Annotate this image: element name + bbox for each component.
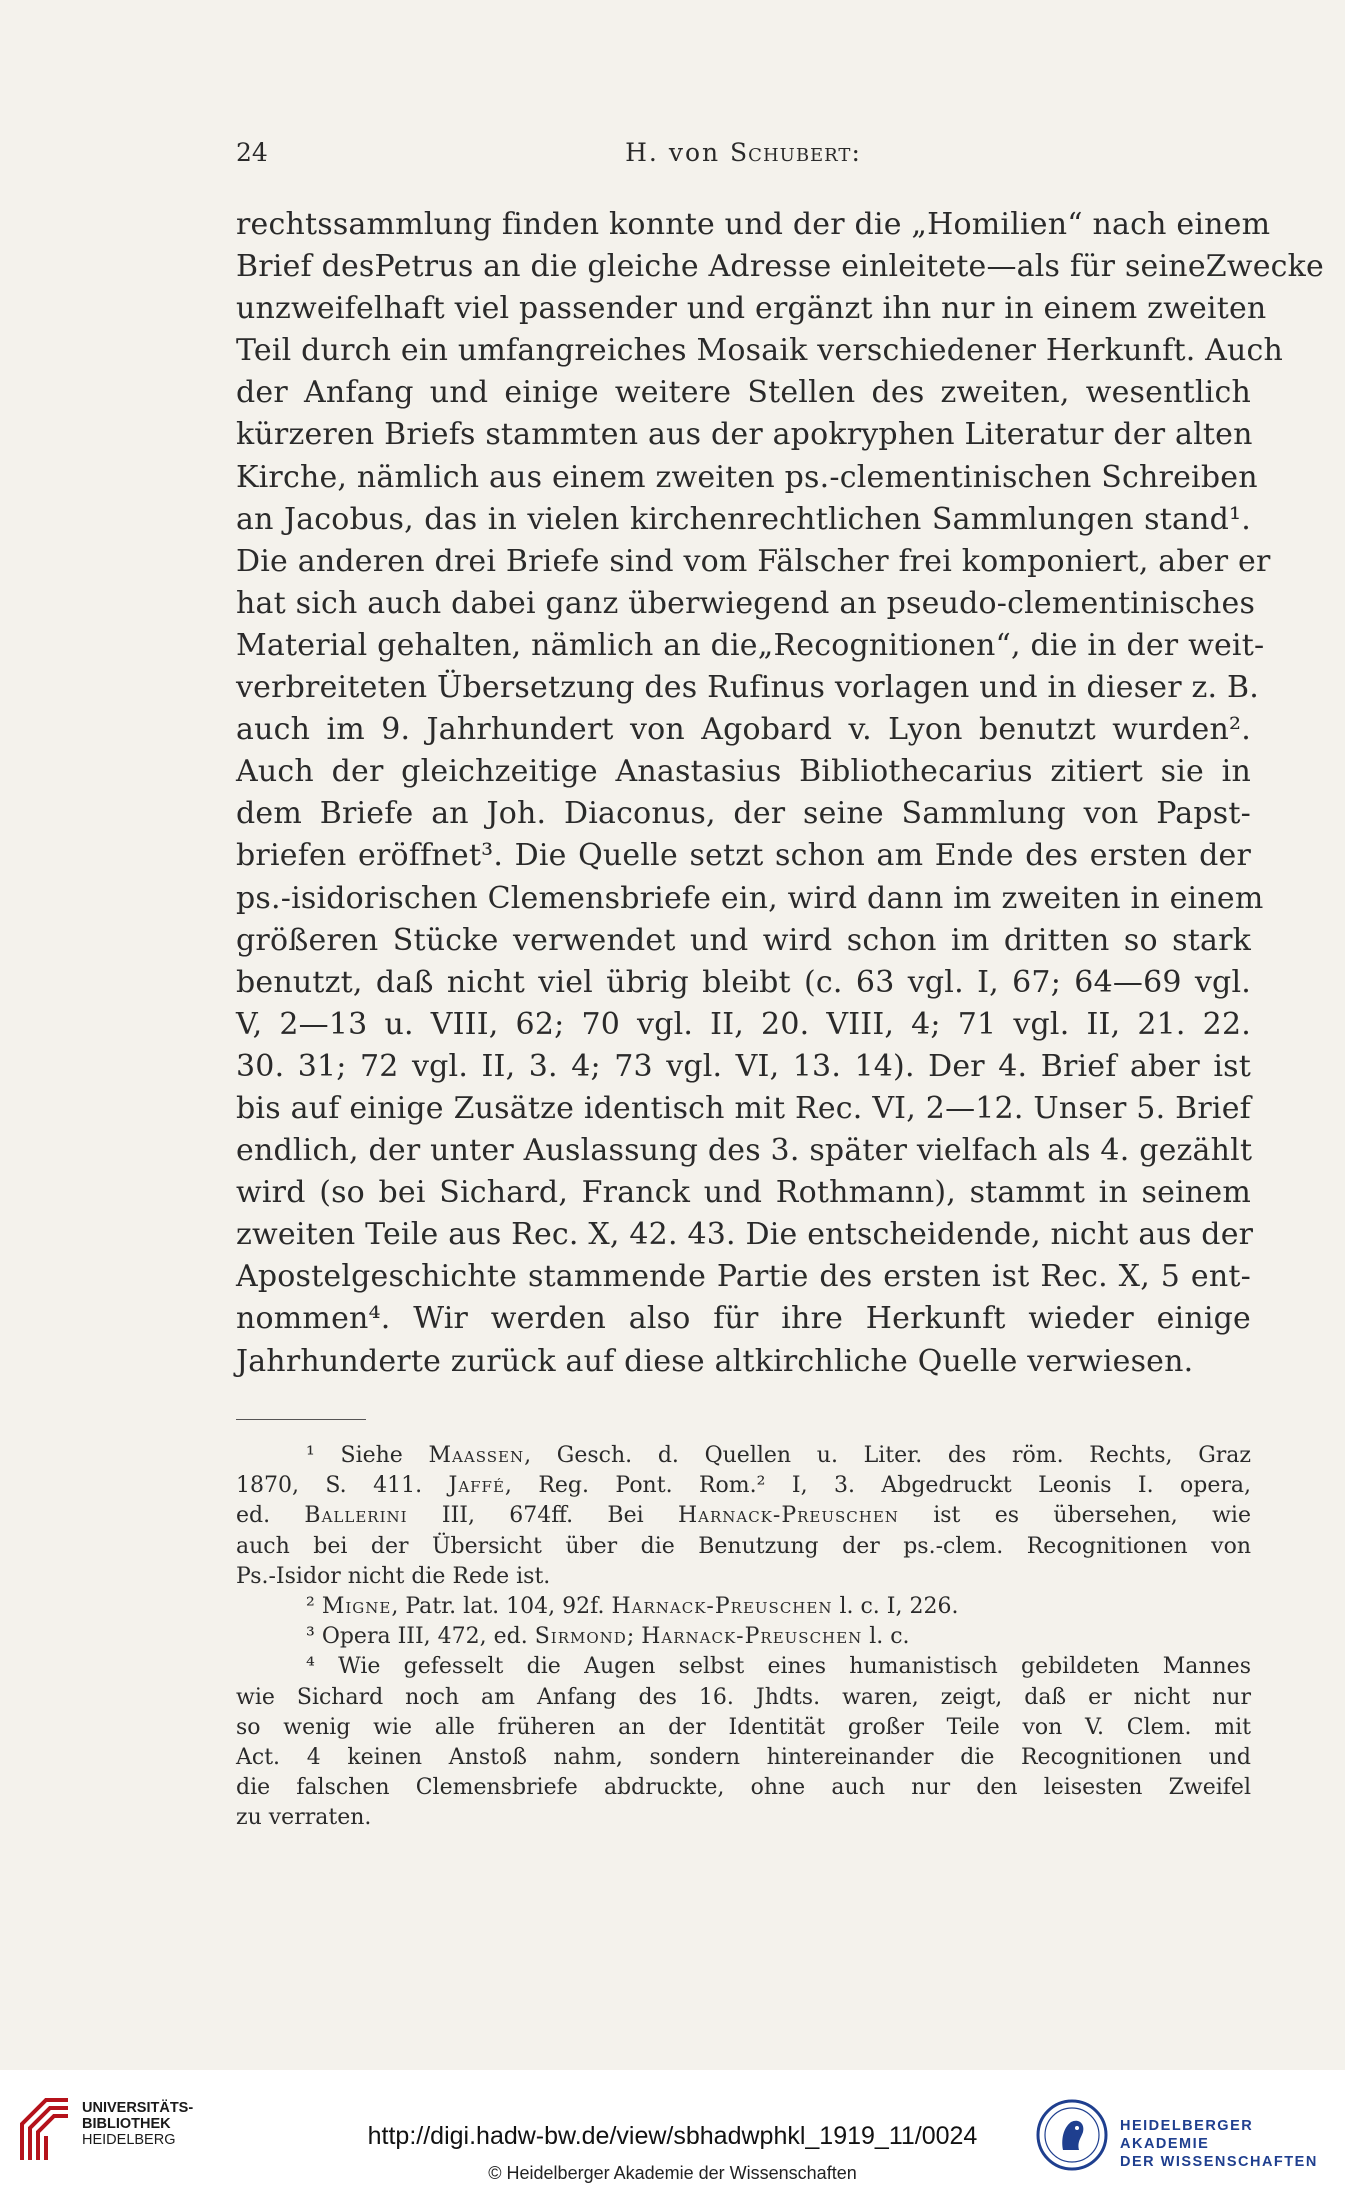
body-line: Jahrhunderte zurück auf diese altkirchliche Quelle verwiesen. — [236, 1343, 1194, 1379]
body-line: Teil durch ein umfangreiches Mosaik verschiedener Herkunft. Auch — [236, 333, 1284, 369]
footnotes — [236, 1441, 1251, 1833]
body-line: nommen⁴. Wir werden also für ihre Herkunft wieder einige — [236, 1301, 1251, 1337]
fn-text: ist es übersehen, wie — [898, 1503, 1251, 1529]
body-line: der Anfang und einige weitere Stellen des zweiten, wesentlich — [236, 375, 1251, 411]
fn-text: ³ Opera III, 472, ed. — [306, 1624, 535, 1650]
body-line: Apostelgeschichte stammende Partie des ersten ist Rec. X, 5 ent- — [236, 1259, 1251, 1295]
body-line: zweiten Teile aus Rec. X, 42. 43. Die entscheidende, nicht aus der — [236, 1217, 1254, 1253]
academy-line: DER WISSENSCHAFTEN — [1120, 2154, 1318, 2170]
body-line: an Jacobus, das in vielen kirchenrechtlichen Sammlungen stand¹. — [236, 501, 1251, 537]
fn-author: Harnack-Preuschen — [611, 1593, 833, 1619]
fn-text: III, 674ff. Bei — [407, 1503, 678, 1529]
body-line: Kirche, nämlich aus einem zweiten ps.-clementinischen Schreiben — [236, 459, 1258, 495]
footnote-4-line: so wenig wie alle früheren an der Identität großer Teile von V. Clem. mit — [236, 1714, 1251, 1740]
body-line: ps.-isidorischen Clemensbriefe ein, wird dann im zweiten in einem — [236, 880, 1264, 916]
page-number: 24 — [236, 138, 268, 167]
fn-text: ed. — [236, 1503, 305, 1529]
body-line: briefen eröffnet³. Die Quelle setzt schon am Ende des ersten der — [236, 838, 1251, 874]
body-line: dem Briefe an Joh. Diaconus, der seine Sammlung von Papst- — [236, 796, 1251, 832]
footnote-1-line — [236, 1471, 1251, 1501]
footnote-rule — [236, 1419, 366, 1420]
fn-text: 1870, S. 411. — [236, 1473, 449, 1499]
body-line: benutzt, daß nicht viel übrig bleibt (c. 63 vgl. I, 67; 64—69 vgl. — [236, 964, 1251, 1000]
footnote-1-line: Ps.-Isidor nicht die Rede ist. — [236, 1563, 551, 1589]
body-line: Material gehalten, nämlich an die„Recognitionen“, die in der weit- — [236, 627, 1265, 663]
body-line: hat sich auch dabei ganz überwiegend an pseudo-clementinisches — [236, 585, 1256, 621]
footnote-4-line: ⁴ Wie gefesselt die Augen selbst eines humanistisch gebildeten Mannes — [306, 1654, 1251, 1680]
author-surname: Schubert — [730, 138, 852, 167]
fn-author: Sirmond — [534, 1624, 627, 1650]
author-colon: : — [851, 138, 862, 167]
footnote-3-line — [236, 1622, 1251, 1652]
ub-line: BIBLIOTHEK — [82, 2116, 171, 2132]
footnote-4-line: die falschen Clemensbriefe abdruckte, ohne auch nur den leisesten Zweifel — [236, 1775, 1251, 1801]
body-line: verbreiteten Übersetzung des Rufinus vorlagen und in dieser z. B. — [236, 670, 1259, 706]
footer-bar — [0, 2070, 1345, 2203]
body-line: wird (so bei Sichard, Franck und Rothmann), stammt in seinem — [236, 1175, 1251, 1211]
fn-author: Ballerini — [304, 1503, 408, 1529]
academy-line: HEIDELBERGER AKADEMIE — [1120, 2118, 1254, 2152]
body-line: unzweifelhaft viel passender und ergänzt ihn nur in einem zweiten — [236, 291, 1267, 327]
author-initial: H. von — [625, 138, 731, 167]
page-header — [236, 138, 1251, 178]
body-line: Brief desPetrus an die gleiche Adresse einleitete—als für seineZwecke — [236, 249, 1324, 285]
footnote-1-line — [236, 1501, 1251, 1531]
footnote-1-line: auch bei der Übersicht über die Benutzung der ps.-clem. Recognitionen von — [236, 1533, 1251, 1559]
body-line: bis auf einige Zusätze identisch mit Rec. VI, 2—12. Unser 5. Brief — [236, 1090, 1251, 1126]
academy-name — [1120, 2117, 1345, 2171]
fn-text: ; — [626, 1624, 642, 1650]
fn-author: Maassen — [428, 1443, 525, 1468]
fn-text: ² — [306, 1593, 322, 1619]
ub-line: UNIVERSITÄTS- — [82, 2100, 194, 2116]
academy-seal-icon — [1035, 2098, 1109, 2172]
permalink-url[interactable]: http://digi.hadw-bw.de/view/sbhadwphkl_1919_11/0024 — [367, 2122, 978, 2150]
body-line: 30. 31; 72 vgl. II, 3. 4; 73 vgl. VI, 13. 14). Der 4. Brief aber ist — [236, 1048, 1251, 1084]
copyright-notice: © Heidelberger Akademie der Wissenschaften — [488, 2163, 857, 2183]
fn-author: Migne — [321, 1593, 392, 1619]
body-line: kürzeren Briefs stammten aus der apokryphen Literatur der alten — [236, 417, 1253, 453]
footnote-1-line — [236, 1441, 1251, 1471]
body-line: größeren Stücke verwendet und wird schon im dritten so stark — [236, 922, 1251, 958]
fn-author: Harnack-Preuschen — [677, 1503, 899, 1529]
fn-text: , Gesch. d. Quellen u. Liter. des röm. Rechts, Graz — [524, 1443, 1251, 1468]
fn-text: , Reg. Pont. Rom.² I, 3. Abgedruckt Leonis I. opera, — [504, 1473, 1251, 1499]
footnote-4-line: zu verraten. — [236, 1805, 372, 1831]
fn-text: , Patr. lat. 104, 92f. — [391, 1593, 612, 1619]
body-text — [236, 204, 1324, 1383]
fn-text: l. c. — [862, 1624, 910, 1650]
body-line: Die anderen drei Briefe sind vom Fälscher frei komponiert, aber er — [236, 543, 1271, 579]
footnote-4-line: Act. 4 keinen Anstoß nahm, sondern hintereinander die Recognitionen und — [236, 1744, 1251, 1770]
body-line: Auch der gleichzeitige Anastasius Bibliothecarius zitiert sie in — [236, 754, 1251, 790]
body-line: endlich, der unter Auslassung des 3. später vielfach als 4. gezählt — [236, 1133, 1253, 1169]
fn-author: Jaffé — [448, 1473, 505, 1499]
body-line: V, 2—13 u. VIII, 62; 70 vgl. II, 20. VIII, 4; 71 vgl. II, 21. 22. — [236, 1006, 1251, 1042]
running-head — [236, 138, 1251, 167]
body-line: auch im 9. Jahrhundert von Agobard v. Lyon benutzt wurden². — [236, 712, 1251, 748]
fn-author: Harnack-Preuschen — [641, 1624, 863, 1650]
footnote-2-line — [236, 1592, 1251, 1622]
fn-text: l. c. I, 226. — [832, 1593, 959, 1619]
fn-text: ¹ Siehe — [306, 1443, 429, 1468]
body-line: rechtssammlung finden konnte und der die „Homilien“ nach einem — [236, 207, 1271, 242]
footnote-4-line: wie Sichard noch am Anfang des 16. Jhdts. waren, zeigt, daß er nicht nur — [236, 1684, 1251, 1710]
ub-line: HEIDELBERG — [82, 2132, 176, 2148]
